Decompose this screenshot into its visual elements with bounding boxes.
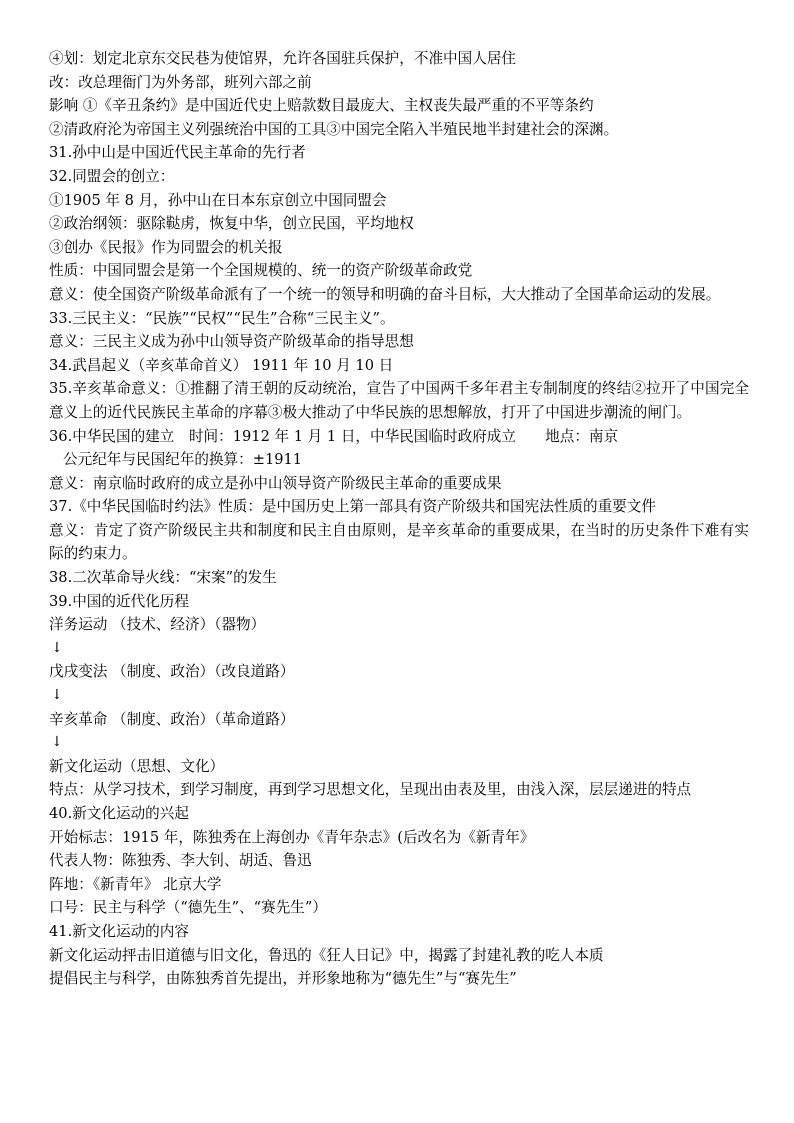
down-arrow-icon: ↓ <box>51 734 63 751</box>
text-line: 新文化运动抨击旧道德与旧文化，鲁迅的《狂人日记》中，揭露了封建礼教的吃人本质 <box>49 946 604 964</box>
text-line: 性质：中国同盟会是第一个全国规模的、统一的资产阶级革命政党 <box>49 262 473 280</box>
text-line: 公元纪年与民国纪年的换算：±1911 <box>63 451 303 469</box>
section-heading-41: 41.新文化运动的内容 <box>49 922 189 940</box>
section-heading-37: 37.《中华民国临时约法》性质：是中国历史上第一部具有资产阶级共和国宪法性质的重要文件 <box>49 498 656 516</box>
text-line: ②政治纲领：驱除鞑虏，恢复中华，创立民国，平均地权 <box>49 215 414 233</box>
section-heading-35: 35.辛亥革命意义：①推翻了清王朝的反动统治，宣告了中国两千多年君主专制制度的终结②拉开了中国完全意义上的近代民族民主革命的序幕③极大推动了中华民族的思想解放，打开了中国进步潮流的闸门。 <box>49 380 749 421</box>
text-line: 特点：从学习技术，到学习制度，再到学习思想文化，呈现出由表及里，由浅入深，层层递进的特点 <box>49 781 692 799</box>
section-heading-31: 31.孙中山是中国近代民主革命的先行者 <box>49 144 306 162</box>
text-line: 洋务运动 （技术、经济）（器物） <box>49 616 266 634</box>
text-line: 改：改总理衙门为外务部，班列六部之前 <box>49 73 312 91</box>
text-line: 辛亥革命 （制度、政治）（革命道路） <box>49 710 295 728</box>
section-heading-32: 32.同盟会的创立： <box>49 167 175 185</box>
text-line: ③创办《民报》作为同盟会的机关报 <box>49 238 283 256</box>
text-line: 意义：南京临时政府的成立是孙中山领导资产阶级民主革命的重要成果 <box>49 474 502 492</box>
text-line: 开始标志：1915 年，陈独秀在上海创办《青年杂志》(后改名为《新青年》 <box>49 828 535 846</box>
section-heading-34: 34.武昌起义（辛亥革命首义） 1911 年 10 月 10 日 <box>49 356 394 374</box>
text-paragraph: 意义：肯定了资产阶级民主共和制度和民主自由原则，是辛亥革命的重要成果，在当时的历史条件下难有实际的约束力。 <box>49 521 749 563</box>
text-line: 代表人物：陈独秀、李大钊、胡适、鲁迅 <box>49 852 312 870</box>
section-heading-33: 33.三民主义：“民族”“民权”“民生”合称“三民主义”。 <box>49 309 395 327</box>
text-line: 阵地：《新青年》 北京大学 <box>49 875 222 893</box>
text-line: ④划：划定北京东交民巷为使馆界，允许各国驻兵保护，不准中国人居住 <box>49 50 517 67</box>
text-line: 影响 ①《辛丑条约》是中国近代史上赔款数目最庞大、主权丧失最严重的不平等条约 <box>49 97 594 115</box>
text-line: 戊戌变法 （制度、政治）（改良道路） <box>49 663 295 681</box>
text-line: 新文化运动（思想、文化） <box>49 757 225 775</box>
section-heading-38: 38.二次革命导火线：“宋案”的发生 <box>49 569 277 587</box>
document-page <box>49 47 749 991</box>
text-line: ②清政府沦为帝国主义列强统治中国的工具③中国完全陷入半殖民地半封建社会的深渊。 <box>49 120 619 138</box>
text-line: ①1905 年 8 月，孙中山在日本东京创立中国同盟会 <box>49 191 387 209</box>
down-arrow-icon: ↓ <box>51 687 63 704</box>
down-arrow-icon: ↓ <box>51 639 63 656</box>
text-line: 提倡民主与科学，由陈独秀首先提出，并形象地称为“德先生”与“赛先生” <box>49 970 517 988</box>
section-heading-40: 40.新文化运动的兴起 <box>49 805 189 822</box>
text-line: 意义：三民主义成为孙中山领导资产阶级革命的指导思想 <box>49 333 414 351</box>
section-heading-36: 36.中华民国的建立 时间：1912 年 1 月 1 日，中华民国临时政府成立 地点：南京 <box>49 427 619 445</box>
section-heading-39: 39.中国的近代化历程 <box>49 592 189 610</box>
text-line: 口号：民主与科学（“德先生”、“赛先生”） <box>49 899 327 917</box>
text-paragraph: 意义：使全国资产阶级革命派有了一个统一的领导和明确的奋斗目标，大大推动了全国革命运动的发展。 <box>49 285 721 303</box>
